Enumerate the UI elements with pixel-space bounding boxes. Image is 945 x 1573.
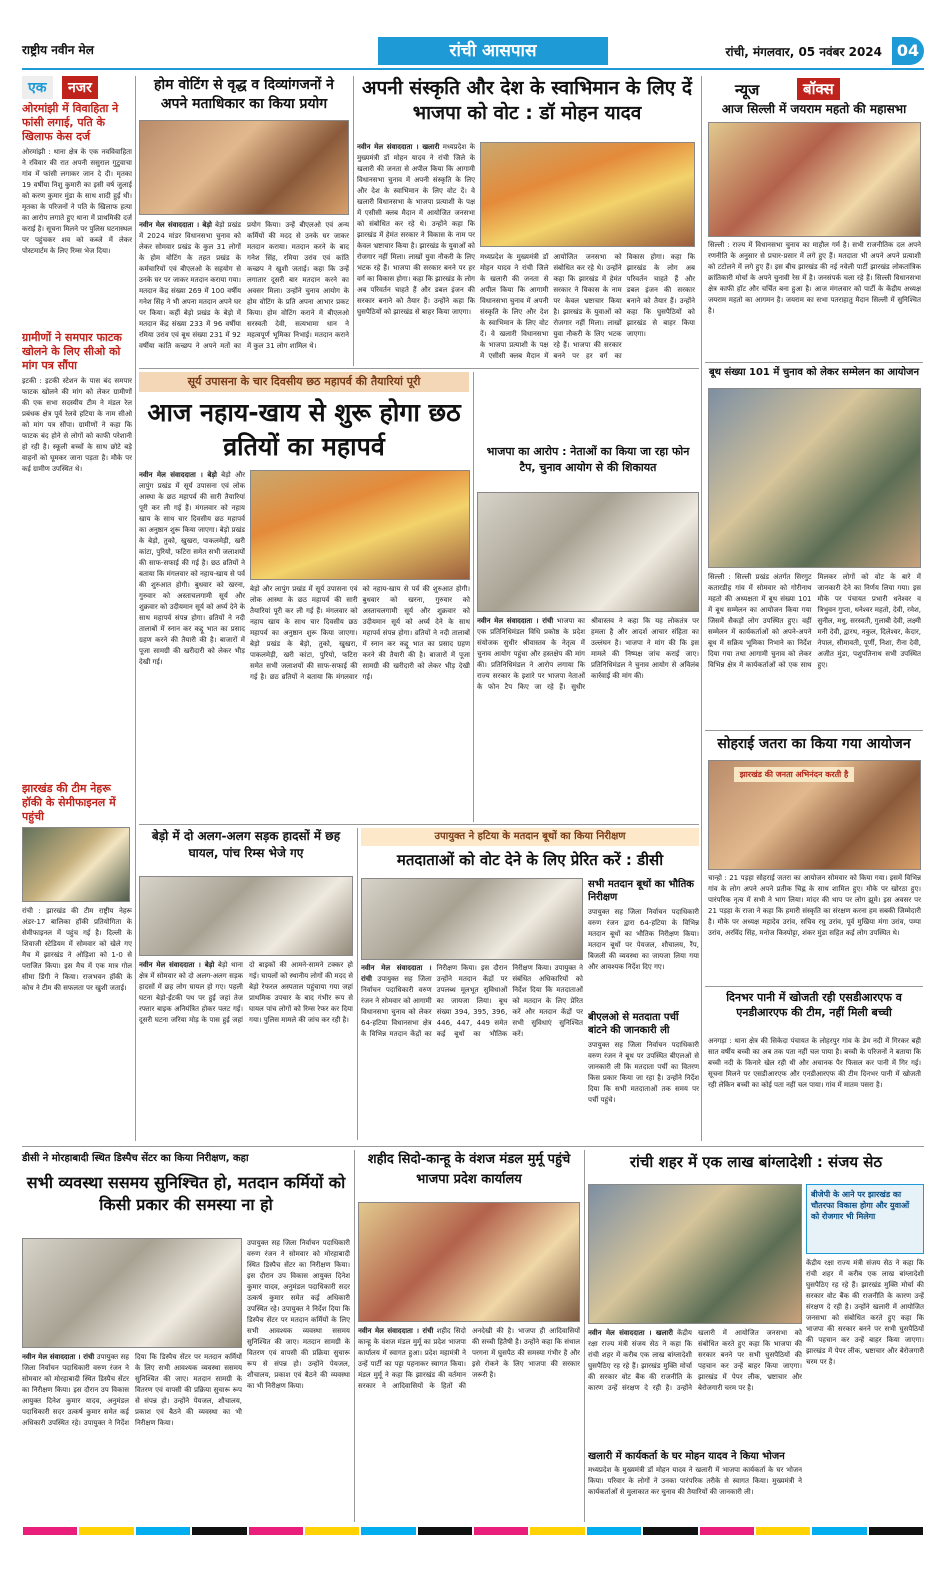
phone-tap-photo xyxy=(477,492,699,612)
color-swatch xyxy=(305,1527,359,1535)
dc-prerit-text xyxy=(361,963,583,1140)
chhath-body xyxy=(139,470,245,668)
dinbhar-head xyxy=(705,990,923,1035)
bangladeshi-byline: नवीन मेल संवाददाता । खलारी xyxy=(588,1329,673,1337)
chhath-headline: आज नहाय-खाय से शुरू होगा छठ व्रतियों का महापर्व xyxy=(147,398,461,461)
bangladeshi-callout: बीजेपी के आने पर झारखंड का चौतरफा विकास होगा और युवाओं को रोजगार भी मिलेगा xyxy=(806,1184,924,1254)
ek-nazar-tag xyxy=(22,76,132,98)
dc-prerit-sub2-body: उपायुक्त सह जिला निर्वाचन पदाधिकारी वरुण रंजन ने बूथ पर उपस्थित बीएलओ से जानकारी ली कि मतदाता पर्ची का वितरण किस प्रकार किया जा रहा है। उन्होंने निर्देश दिया कि सभी मतदाताओं तक समय पर पर्ची पहुंचे। xyxy=(588,1041,699,1104)
news-box-headline: आज सिल्ली में जयराम महतो की महासभा xyxy=(721,102,907,116)
color-swatch xyxy=(812,1527,866,1535)
sadak-headline: बेड़ो में दो अलग-अलग सड़क हादसों में छह घायल, पांच रिम्स भेजे गए xyxy=(151,829,341,860)
divider xyxy=(22,1146,924,1147)
color-registration-bar xyxy=(22,1525,924,1537)
chhath-body-text: बेड़ो और लापुंग प्रखंड में सूर्य उपासना एवं लोक आस्था के छठ महापर्व की सारी तैयारियां पूरी कर ली गई हैं। मंगलवार को नहाय खाय के साथ चार दिवसीय छठ महापर्व का अनुष्ठान शुरू किया जाएगा। बेड़ो प्रखंड के बेड़ो, तुको, खुखरा, पाकलमेड़ी, खरी कांटा, पुरियो, फटिरा समेत सभी जलाशयों की साफ-सफाई की गई है। छठ व्रतियों ने बताया कि मंगलवार को नहाय-खाय से पर्व की शुरुआत होगी। बुधवार को खरना, गुरुवार को अस्ताचलगामी सूर्य और शुक्रवार को उदीयमान सूर्य को अर्घ्य देने के साथ महापर्व संपन्न होगा। व्रतियों ने नदी तालाबों में स्नान कर कद्दू भात का प्रसाद ग्रहण करने की तैयारी की है। बाजारों में पूजा सामग्री की खरीदारी को लेकर भीड़ देखी गई। xyxy=(139,471,245,666)
dispatch-body xyxy=(22,1352,242,1429)
dc-prerit-body-text: उपायुक्त सह जिला निर्वाचन पदाधिकारी वरुण रंजन ने सोमवार को आगामी विधानसभा चुनाव को लेकर 64-हटिया विधानसभा क्षेत्र के विभिन्न मतदान केंद्रों का निरीक्षण किया। इस दौरान उन्होंने मतदान केंद्रों पर उपलब्ध मूलभूत सुविधाओं का जायजा लिया। बूथ संख्या 394, 395, 396, 446, 447, 449 समेत कई बूथों का भौतिक निरीक्षण किया। उपायुक्त ने संबंधित अधिकारियों को निर्देश दिया कि मतदाताओं को मतदान के लिए प्रेरित करें और मतदान केंद्रों पर सभी सुविधाएं सुनिश्चित करें। xyxy=(361,964,583,1038)
sido-kanhu-body-text: शहीद सिदो कान्हू के वंशज मंडल मुर्मू का प्रदेश भाजपा कार्यालय में स्वागत हुआ। प्रदेश महामंत्री ने उन्हें पार्टी का पट्टा पहनाकर स्वागत किया। मंडल मुर्मू ने कहा कि झारखंड की वर्तमान सरकार ने आदिवासियों के हितों की अनदेखी की है। भाजपा ही आदिवासियों की सच्ची हितैषी है। उन्होंने कहा कि संथाल परगना में घुसपैठ की समस्या गंभीर है और इसे रोकने के लिए भाजपा की सरकार जरूरी है। xyxy=(358,1327,580,1390)
dispatch-body-cont: उपायुक्त सह जिला निर्वाचन पदाधिकारी वरुण रंजन ने सोमवार को मोरहाबादी स्थित डिस्पैच सेंटर का निरीक्षण किया। इस दौरान उप विकास आयुक्त दिनेश कुमार यादव, अनुमंडल पदाधिकारी सदर उत्कर्ष कुमार समेत कई अधिकारी उपस्थित रहे। उपायुक्त ने निर्देश दिया कि डिस्पैच सेंटर पर मतदान कर्मियों के लिए सभी आवश्यक व्यवस्था ससमय सुनिश्चित की जाए। मतदान सामग्री के वितरण एवं वापसी की प्रक्रिया सुचारू रूप से संपन्न हो। उन्होंने पेयजल, शौचालय, प्रकाश एवं बैठने की व्यवस्था का भी निरीक्षण किया। xyxy=(247,1239,350,1390)
home-voting-body-text: बेड़ो प्रखंड में 2024 मांडर विधानसभा चुनाव को लेकर सोमवार प्रखंड के कुल 31 लोगों के होम वोटिंग के तहत प्रखंड के कर्मचारियों एवं बीएलओ के सहयोग से उनके घर पर जाकर मतदान कराया गया। मतदान केंद्र संख्या 269 में 100 वर्षीय गनेश सिंह ने भी अपना मतदान अपने घर पर किया। कहीं बेड़ो प्रखंड के बेड़ो में मतदान केंद्र संख्या 233 में 96 वर्षीया रमिया उरांव एवं बूथ संख्या 231 में 92 वर्षीया कांति कच्छप ने अपने मतों का प्रयोग किया। उन्हें बीएलओ एवं अन्य कर्मियों की मदद से उनके घर जाकर मतदान कराया। मतदान करने के बाद गनेश सिंह, रमिया उरांव एवं कांति कच्छप ने खुशी जताई। कहा कि उन्हें लगातार दूसरी बार मतदान करने का अवसर मिला। उन्होंने चुनाव आयोग के होम वोटिंग के प्रति अपना आभार प्रकट किया। होम वोटिंग कराने में बीएलओ सरस्वती देवी, सत्यभामा धान ने महत्वपूर्ण भूमिका निभाई। मतदान कराने में कुल 31 लोग शामिल थे। xyxy=(139,221,349,350)
dinbhar-body: अनगड़ा : थाना क्षेत्र की सिकेदा पंचायत के लोहरपुर गांव के डेम नदी में गिरकर बही सात वर्षीय बच्ची का अब तक पता नहीं चल पाया है। बच्ची के परिजनों ने बताया कि बच्ची नदी के किनारे खेल रही थी और अचानक पैर फिसल कर पानी में गिर गई। सूचना मिलने पर एसडीआरएफ और एनडीआरएफ की टीम दिनभर पानी में खोजती रही लेकिन बच्ची का कोई पता नहीं चल पाया। गांव में मातम पसरा है। xyxy=(708,1037,921,1089)
divider xyxy=(701,76,702,1141)
ek-nazar-tag-a: एक xyxy=(22,76,53,99)
sido-kanhu-photo xyxy=(358,1202,580,1322)
mohan-yadav-body-text: मध्यप्रदेश के मुख्यमंत्री डॉ मोहन यादव ने रांची जिले के खलारी की जनता से अपील किया कि आगामी विधानसभा चुनाव में अपनी संस्कृति के लिए और देश के स्वाभिमान के लिए वोट दें। वे खलारी विधानसभा के भाजपा प्रत्याशी के पक्ष में एसीसी क्लब मैदान में आयोजित जनसभा को संबोधित कर रहे थे। उन्होंने कहा कि झारखंड में हेमंत सरकार ने विकास के नाम पर केवल भ्रष्टाचार किया है। झारखंड के युवाओं को रोजगार नहीं मिला। लाखों युवा नौकरी के लिए भटक रहे हैं। भाजपा की सरकार बनने पर हर वर्ग का विकास होगा। कहा कि झारखंड के लोग अब परिवर्तन चाहते हैं और डबल इंजन की सरकार बनाने को तैयार हैं। उन्होंने कहा कि घुसपैठियों को झारखंड से बाहर किया जाएगा। xyxy=(357,143,475,316)
booth-101-photo xyxy=(708,388,921,568)
divider xyxy=(705,986,923,987)
divider xyxy=(353,76,354,366)
page-header xyxy=(22,37,924,67)
color-swatch xyxy=(474,1527,528,1535)
divider xyxy=(357,828,358,1140)
color-swatch xyxy=(756,1527,810,1535)
dc-prerit-sub1-body: उपायुक्त सह जिला निर्वाचन पदाधिकारी वरुण रंजन द्वारा 64-हटिया के विभिन्न मतदान बूथों का भौतिक निरीक्षण किया। मतदान बूथों पर पेयजल, शौचालय, रैंप, बिजली की व्यवस्था का जायजा लिया गया और आवश्यक निर्देश दिए गए। xyxy=(588,908,699,971)
sido-kanhu-body xyxy=(358,1326,580,1392)
phone-tap-body-text: भाजपा का एक प्रतिनिधिमंडल विधि प्रकोष्ठ के प्रदेश संयोजक सुधीर श्रीवास्तव के नेतृत्व में चुनाव आयोग पहुंचा और हस्तक्षेप की मांग की। प्रतिनिधिमंडल ने आरोप लगाया कि राज्य सरकार के इशारे पर भाजपा नेताओं के फोन टैप किए जा रहे हैं। सुधीर श्रीवास्तव ने कहा कि यह लोकतंत्र पर हमला है और आदर्श आचार संहिता का उल्लंघन है। भाजपा ने मांग की कि इस मामले की निष्पक्ष जांच कराई जाए। प्रतिनिधिमंडल ने चुनाव आयोग से अविलंब कार्रवाई की मांग की। xyxy=(477,617,699,691)
mohan-yadav-byline: नवीन मेल संवाददाता । खलारी xyxy=(357,143,440,151)
sadak-head xyxy=(139,828,353,872)
issue-date: रांची, मंगलवार, 05 नवंबर 2024 xyxy=(725,45,882,59)
masthead: राष्ट्रीय नवीन मेल xyxy=(22,43,94,57)
divider xyxy=(705,730,923,731)
chhath-col2 xyxy=(250,584,470,820)
ek-nazar-column xyxy=(22,76,132,1141)
dispatch-head xyxy=(22,1172,350,1236)
mohan-yadav-col2 xyxy=(480,252,695,364)
divider xyxy=(139,368,699,369)
sido-kanhu-byline: नवीन मेल संवाददाता । रांची xyxy=(358,1327,434,1335)
booth-101-text xyxy=(708,572,921,722)
color-swatch xyxy=(361,1527,415,1535)
news-box-tag-a: न्यूज xyxy=(735,81,760,99)
dispatch-byline: नवीन मेल संवाददाता । रांची xyxy=(22,1353,95,1361)
dispatch-strap: डीसी ने मोरहाबादी स्थित डिस्पैच सेंटर का किया निरीक्षण, कहा xyxy=(22,1150,350,1168)
jairam-photo xyxy=(708,122,921,237)
chhath-strap: सूर्य उपासना के चार दिवसीय छठ महापर्व की तैयारियां पूरी xyxy=(139,372,469,392)
home-voting-byline: नवीन मेल संवाददाता । बेड़ो xyxy=(139,221,212,229)
color-swatch xyxy=(587,1527,641,1535)
dc-prerit-head xyxy=(361,848,699,874)
sido-kanhu-text xyxy=(358,1326,580,1520)
dc-prerit-headline: मतदाताओं को वोट देने के लिए प्रेरित करें : डीसी xyxy=(396,851,664,869)
header-rule xyxy=(22,68,924,70)
bangladeshi-sub-body: मध्यप्रदेश के मुख्यमंत्री डॉ मोहन यादव ने खलारी में भाजपा कार्यकर्ता के घर भोजन किया। परिवार के लोगों ने उनका पारंपरिक तरीके से स्वागत किया। मुख्यमंत्री ने कार्यकर्ताओं से मुलाकात कर चुनाव की तैयारियों की जानकारी ली। xyxy=(588,1466,802,1496)
divider xyxy=(473,372,474,822)
bangladeshi-side xyxy=(806,1258,924,1520)
dinbhar-text xyxy=(708,1036,921,1141)
sadak-byline: नवीन मेल संवाददाता । बेड़ो xyxy=(139,961,215,969)
phone-tap-byline: नवीन मेल संवाददाता । रांची xyxy=(477,617,554,625)
bangladeshi-headline: रांची शहर में एक लाख बांग्लादेशी : संजय सेठ xyxy=(629,1153,883,1171)
color-swatch xyxy=(530,1527,584,1535)
chhath-photo xyxy=(250,470,470,580)
brief-3-body: रांची : झारखंड की टीम राष्ट्रीय नेहरू अंडर-17 बालिका हॉकी प्रतियोगिता के सेमीफाइनल में पहुंच गई है। दिल्ली के शिवाजी स्टेडियम में सोमवार को खेले गए मैच में झारखंड ने ओड़िशा को 1-0 से पराजित किया। इस मैच में एक मात्र गोल सीमा डिंगी ने किया। राजभवन हॉकी के कोच ने टीम की सफलता पर खुशी जताई। xyxy=(22,907,132,992)
phone-tap-text xyxy=(477,616,699,821)
hockey-photo xyxy=(22,827,130,902)
dc-prerit-strap: उपायुक्त ने हटिया के मतदान बूथों का किया निरीक्षण xyxy=(361,828,699,846)
booth-101-body: सिल्ली : सिल्ली प्रखंड अंतर्गत सिरगुट कतारडीह गांव में सोमवार को गोरीनाथ महतो की अध्यक्षता में बूथ संख्या 101 में बूथ सम्मेलन का आयोजन किया गया जिसमें सैकड़ों लोग उपस्थित हुए। वहीं सम्मेलन में कार्यकर्ताओं को अपने-अपने बूथ में सक्रिय भूमिका निभाने का निर्देश दिया गया तथा आगामी चुनाव को लेकर विभिन्न क्षेत्र में कार्यकर्ताओं को एक साथ मिलकर लोगों को वोट के बारे में जानकारी देने का निर्णय लिया गया। इस मौके पर पंचायत प्रभारी धनेश्वर व त्रिभुवन गुप्ता, धनेश्वर महतो, देवी, रमेश, सुनील, मधु, सरस्वती, गुलाबी देवी, लक्ष्मी मनी देवी, द्वारथ, नकुल, दिलेश्वर, केदार, नेपाल, सीमावती, पूर्णी, निशा, रीना देवी, अजीत मुंडा, पशुपतिनाथ सभी उपस्थित हुए। xyxy=(708,573,921,669)
dispatch-headline: सभी व्यवस्था ससमय सुनिश्चित हो, मतदान कर्मियों को किसी प्रकार की समस्या ना हो xyxy=(26,1173,346,1214)
sohrai-headline: सोहराई जतरा का किया गया आयोजन xyxy=(717,736,911,752)
home-voting-headline: होम वोटिंग से वृद्ध व दिव्यांगजनों ने अपने मताधिकार का किया प्रयोग xyxy=(154,77,334,112)
sohrai-text xyxy=(708,873,921,983)
bangladeshi-body xyxy=(588,1328,802,1394)
color-swatch xyxy=(418,1527,472,1535)
dc-prerit-byline: नवीन मेल संवाददाता । रांची xyxy=(361,964,432,983)
color-swatch xyxy=(79,1527,133,1535)
phone-tap-headline: भाजपा का आरोप : नेताओं का किया जा रहा फोन टैप, चुनाव आयोग से की शिकायत xyxy=(486,445,690,474)
mohan-yadav-col1 xyxy=(357,142,475,364)
dispatch-photo xyxy=(22,1238,242,1348)
divider xyxy=(139,824,699,825)
section-title: रांची आसपास xyxy=(378,37,608,65)
home-voting-body xyxy=(139,220,349,352)
color-swatch xyxy=(700,1527,754,1535)
bangladeshi-sub xyxy=(588,1450,802,1520)
divider xyxy=(705,362,923,363)
divider xyxy=(354,1150,355,1522)
chhath-byline: नवीन मेल संवाददाता । बेड़ो xyxy=(139,471,217,479)
news-box-text xyxy=(708,240,921,358)
mohan-yadav-body-cont: मध्यप्रदेश के मुख्यमंत्री डॉ मोहन यादव ने रांची जिले के खलारी की जनता से अपील किया कि आगामी विधानसभा चुनाव में अपनी संस्कृति के लिए और देश के स्वाभिमान के लिए वोट दें। वे खलारी विधानसभा के भाजपा प्रत्याशी के पक्ष में एसीसी क्लब मैदान में आयोजित जनसभा को संबोधित कर रहे थे। उन्होंने कहा कि झारखंड में हेमंत सरकार ने विकास के नाम पर केवल भ्रष्टाचार किया है। झारखंड के युवाओं को रोजगार नहीं मिला। लाखों युवा नौकरी के लिए भटक रहे हैं। भाजपा की सरकार बनने पर हर वर्ग का विकास होगा। कहा कि झारखंड के लोग अब परिवर्तन चाहते हैं और डबल इंजन की सरकार बनाने को तैयार हैं। उन्होंने कहा कि घुसपैठियों को झारखंड से बाहर किया जाएगा। xyxy=(480,253,695,360)
brief-1-body: ओरमांझी : थाना क्षेत्र के एक नवविवाहिता ने रविवार की रात अपनी ससुराल गुटुवाचा गांव में फांसी लगाकर जान दे दी। मृतका 19 वर्षीया निशु कुमारी का इसी वर्ष जुलाई को करण कुमार मुंडा के साथ शादी हुई थी। मृतका के परिजनों ने पति के खिलाफ हत्या का आरोप लगाते हुए थाना में प्राथमिकी दर्ज कराई है। सूचना मिलने पर पुलिस घटनास्थल पर पहुंचकर शव को कब्जे में लेकर पोस्टमार्टम के लिए रिम्स भेज दिया। xyxy=(22,148,132,255)
sido-kanhu-headline: शहीद सिदो-कान्हू के वंशज मंडल मुर्मू पहुंचे भाजपा प्रदेश कार्यालय xyxy=(367,1152,571,1187)
sohrai-photo xyxy=(708,760,921,870)
dc-prerit-photo xyxy=(361,878,583,960)
sadak-body-text: बेड़ो थाना क्षेत्र में सोमवार को दो अलग-अलग सड़क हादसों में छह लोग घायल हो गए। पहली घटना बेड़ो-ईटकी पथ पर हुई जहां तेज रफ्तार बाइक अनियंत्रित होकर पलट गई। दूसरी घटना जरिया मोड़ के पास हुई जहां दो बाइकों की आमने-सामने टक्कर हो गई। घायलों को स्थानीय लोगों की मदद से बेड़ो रेफरल अस्पताल पहुंचाया गया जहां प्राथमिक उपचार के बाद गंभीर रूप से घायल पांच लोगों को रिम्स रेफर कर दिया गया। पुलिस मामले की जांच कर रही है। xyxy=(139,961,353,1024)
booth-101-head xyxy=(705,366,923,386)
dc-prerit-body xyxy=(361,963,583,1040)
brief-3-headline: झारखंड की टीम नेहरू हॉकी के सेमीफाइनल में पहुंची xyxy=(22,782,116,823)
sadak-photo xyxy=(139,876,353,956)
news-box-header xyxy=(705,76,923,118)
sohrai-head xyxy=(705,734,923,756)
dispatch-body-text: उपायुक्त सह जिला निर्वाचन पदाधिकारी वरुण रंजन ने सोमवार को मोरहाबादी स्थित डिस्पैच सेंटर का निरीक्षण किया। इस दौरान उप विकास आयुक्त दिनेश कुमार यादव, अनुमंडल पदाधिकारी सदर उत्कर्ष कुमार समेत कई अधिकारी उपस्थित रहे। उपायुक्त ने निर्देश दिया कि डिस्पैच सेंटर पर मतदान कर्मियों के लिए सभी आवश्यक व्यवस्था ससमय सुनिश्चित की जाए। मतदान सामग्री के वितरण एवं वापसी की प्रक्रिया सुचारू रूप से संपन्न हो। उन्होंने पेयजल, शौचालय, प्रकाश एवं बैठने की व्यवस्था का भी निरीक्षण किया। xyxy=(22,1353,242,1427)
mohan-yadav-body xyxy=(357,142,475,318)
bangladeshi-body-cont: केंद्रीय रक्षा राज्य मंत्री संजय सेठ ने कहा कि रांची शहर में करीब एक लाख बांग्लादेशी घुसपैठिए रह रहे हैं। झारखंड मुक्ति मोर्चा की सरकार वोट बैंक की राजनीति के कारण उन्हें संरक्षण दे रही है। उन्होंने खलारी में आयोजित जनसभा को संबोधित करते हुए कहा कि भाजपा की सरकार बनने पर सभी घुसपैठियों की पहचान कर उन्हें बाहर किया जाएगा। झारखंड में पेपर लीक, भ्रष्टाचार और बेरोजगारी चरम पर है। xyxy=(806,1259,924,1366)
brief-1-headline: ओरमांझी में विवाहिता ने फांसी लगाई, पति के खिलाफ केस दर्ज xyxy=(22,102,119,143)
brief-2-headline: ग्रामीणों ने समपार फाटक खोलने के लिए सीओ को मांग पत्र सौंपा xyxy=(22,331,122,372)
bangladeshi-text xyxy=(588,1328,802,1448)
brief-2-body: इटकी : इटकी स्टेशन के पास बंद समपार फाटक खोलने की मांग को लेकर ग्रामीणों की एक सभा सदस्यीय टीम ने मंडल रेल प्रबंधक क्षेत्र पूर्व रेलवे हटिया के नाम सीओ को मांग पत्र सौंपा। ग्रामीणों ने कहा कि फाटक बंद होने से लोगों को काफी परेशानी हो रही है। स्कूली बच्चों के साथ छोटे बड़े वाहनों को घूमकर जाना पड़ता है। मौके पर कई ग्रामीण उपस्थित थे। xyxy=(22,377,132,473)
color-swatch xyxy=(869,1527,923,1535)
dispatch-text-2 xyxy=(247,1238,350,1520)
chhath-head xyxy=(139,396,469,468)
booth-101-headline: बूथ संख्या 101 में चुनाव को लेकर सम्मेलन का आयोजन xyxy=(708,367,920,378)
home-voting-text xyxy=(139,220,349,360)
divider xyxy=(135,76,136,1141)
ek-nazar-tag-b: नजर xyxy=(62,76,98,99)
chhath-body-cont: बेड़ो और लापुंग प्रखंड में सूर्य उपासना एवं लोक आस्था के छठ महापर्व की सारी तैयारियां पूरी कर ली गई हैं। मंगलवार को नहाय खाय के साथ चार दिवसीय छठ महापर्व का अनुष्ठान शुरू किया जाएगा। बेड़ो प्रखंड के बेड़ो, तुको, खुखरा, पाकलमेड़ी, खरी कांटा, पुरियो, फटिरा समेत सभी जलाशयों की साफ-सफाई की गई है। छठ व्रतियों ने बताया कि मंगलवार को नहाय-खाय से पर्व की शुरुआत होगी। बुधवार को खरना, गुरुवार को अस्ताचलगामी सूर्य और शुक्रवार को उदीयमान सूर्य को अर्घ्य देने के साथ महापर्व संपन्न होगा। व्रतियों ने नदी तालाबों में स्नान कर कद्दू भात का प्रसाद ग्रहण करने की तैयारी की है। बाजारों में पूजा सामग्री की खरीदारी को लेकर भीड़ देखी गई। xyxy=(250,585,470,681)
dispatch-text xyxy=(22,1352,242,1520)
color-swatch xyxy=(136,1527,190,1535)
phone-tap-body xyxy=(477,616,699,693)
color-swatch xyxy=(23,1527,77,1535)
sadak-text xyxy=(139,960,353,1140)
sohrai-body: चान्हो : 21 पड़हा सोहराई जतरा का आयोजन सोमवार को किया गया। इसमें विभिन्न गांव के लोग अपने अपने प्रतीक चिह्न के साथ शामिल हुए। मौके पर खोरठा हुए। पारंपरिक नृत्य में सभी ने भाग लिया। मांदर की थाप पर लोग झूमे। इस अवसर पर 21 पड़हा के राजा ने कहा कि हमारी संस्कृति का संरक्षण करना हम सबकी जिम्मेदारी है। मौके पर अध्यक्ष महादेव उरांव, सचिव रघु उरांव, पूर्व मुखिया मंगा उरांव, पम्पा उरांव, अरविंद सिंह, मनोज किस्पोट्टा, शंकर मुंडा सहित कई लोग उपस्थित थे। xyxy=(708,874,921,937)
bangladeshi-body-text: केंद्रीय रक्षा राज्य मंत्री संजय सेठ ने कहा कि रांची शहर में करीब एक लाख बांग्लादेशी घुसपैठिए रह रहे हैं। झारखंड मुक्ति मोर्चा की सरकार वोट बैंक की राजनीति के कारण उन्हें संरक्षण दे रही है। उन्होंने खलारी में आयोजित जनसभा को संबोधित करते हुए कहा कि भाजपा की सरकार बनने पर सभी घुसपैठियों की पहचान कर उन्हें बाहर किया जाएगा। झारखंड में पेपर लीक, भ्रष्टाचार और बेरोजगारी चरम पर है। xyxy=(588,1329,802,1392)
sadak-body xyxy=(139,960,353,1026)
bangladeshi-photo xyxy=(588,1184,802,1324)
sido-kanhu-head xyxy=(358,1150,580,1198)
news-box-body: सिल्ली : राज्य में विधानसभा चुनाव का माहौल गर्म है। सभी राजनीतिक दल अपने रणनीति के अनुसार से प्रचार-प्रसार में लगे हुए हैं। मतदाता भी अपने अपने प्रत्याशी को टटोलने में लगे हुए हैं। इस बीच झारखंड की नई नवेली पार्टी झारखंड लोकतांत्रिक क्रांतिकारी मोर्चा के अपने चुनावी रेस में है। जनसंपर्क चला रहे हैं। सिल्ली विधानसभा क्षेत्र काफी हॉट और चर्चित बना हुआ है। आज मंगलवार को पार्टी के केंद्रीय अध्यक्ष जयराम महतो का आगमन है। जयराम का सभा पतराहातु मैदान सिल्ली में सुनिश्चित है। xyxy=(708,241,921,315)
dinbhar-headline: दिनभर पानी में खोजती रही एसडीआरएफ व एनडीआरएफ की टीम, नहीं मिली बच्ची xyxy=(726,991,902,1019)
bangladeshi-head xyxy=(588,1150,924,1180)
home-voting-photo xyxy=(139,120,349,215)
sohrai-banner-text: झारखंड की जनता अभिनंदन करती है xyxy=(734,767,854,782)
bangladeshi-sub-headline: खलारी में कार्यकर्ता के घर मोहन यादव ने किया भोजन xyxy=(588,1451,785,1462)
dc-prerit-side xyxy=(588,878,699,1140)
divider xyxy=(584,1150,585,1522)
dc-prerit-sub2: बीएलओ से मतदाता पर्ची बांटने की जानकारी ली xyxy=(588,1012,679,1036)
phone-tap-head xyxy=(477,444,699,488)
color-swatch xyxy=(643,1527,697,1535)
page-number: 04 xyxy=(892,37,924,65)
chhath-col1 xyxy=(139,470,245,820)
news-box-tag-b: बॉक्स xyxy=(797,78,840,100)
mohan-yadav-head xyxy=(357,76,697,136)
dc-prerit-sub1: सभी मतदान बूथों का भौतिक निरीक्षण xyxy=(588,879,694,903)
color-swatch xyxy=(249,1527,303,1535)
mohan-yadav-headline: अपनी संस्कृति और देश के स्वाभिमान के लिए दें भाजपा को वोट : डॉ मोहन यादव xyxy=(361,77,693,124)
color-swatch xyxy=(192,1527,246,1535)
mohan-yadav-photo xyxy=(480,142,695,247)
